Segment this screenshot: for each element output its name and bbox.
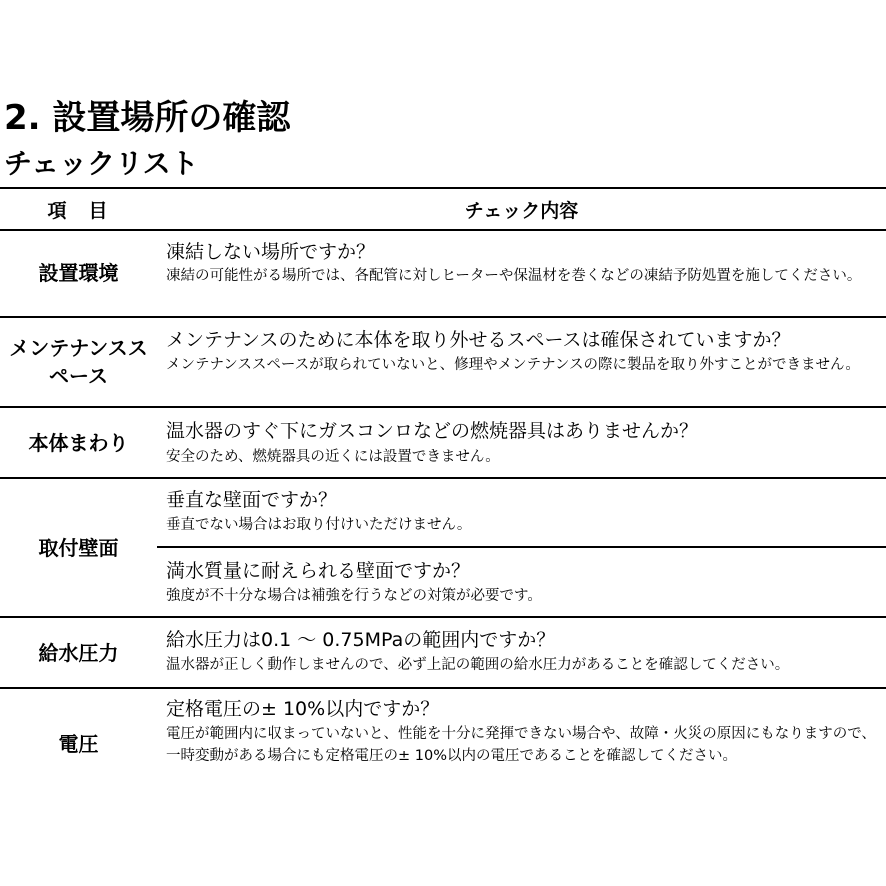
row-item-label: 本体まわり [28,430,129,455]
row-item-label: 取付壁面 [38,536,119,560]
checklist-subtitle: チェックリスト [4,147,199,180]
check-question: 定格電圧の± 10%以内ですか？ [166,698,440,720]
check-question: 温水器のすぐ下にガスコンロなどの燃焼器具はありませんか？ [166,420,699,442]
header-item: 項目 [47,199,130,222]
check-note: 温水器が正しく動作しませんので、必ず上記の範囲の給水圧力があることを確認してください。 [166,657,790,673]
row-item-label: メンテナンススペース [9,336,148,388]
check-note: 垂直でない場合はお取り付けいただけません。 [166,517,472,533]
check-question: 給水圧力は0.1 ～ 0.75MPaの範囲内ですか？ [166,629,556,651]
check-question: 垂直な壁面ですか？ [166,489,338,511]
check-note: 凍結の可能性がる場所では、各配管に対しヒーターや保温材を巻くなどの凍結予防処置を施してください。 [166,268,862,284]
page-title: 2. 設置場所の確認 [4,98,291,138]
check-note: 安全のため、燃焼器具の近くには設置できません。 [166,449,500,465]
check-question: メンテナンスのために本体を取り外せるスペースは確保されていますか？ [166,329,791,351]
check-question: 満水質量に耐えられる壁面ですか？ [166,560,471,582]
check-note: 強度が不十分な場合は補強を行うなどの対策が必要です。 [166,588,542,604]
check-note: メンテナンススペースが取られていないと、修理やメンテナンスの際に製品を取り外すことができません。 [166,357,860,373]
check-question: 凍結しない場所ですか？ [166,241,376,263]
sub-row-rule [157,546,886,548]
header-content: チェック内容 [464,199,579,222]
row-item-label: 設置環境 [38,261,119,285]
row-item-label: 電圧 [58,732,99,756]
check-note: 電圧が範囲内に収まっていないと、性能を十分に発揮できない場合や、故障・火災の原因にもなりますので、一時変動がある場合にも定格電圧の± 10%以内の電圧であることを確認してください。 [166,726,876,764]
row-item-label: 給水圧力 [38,641,119,665]
